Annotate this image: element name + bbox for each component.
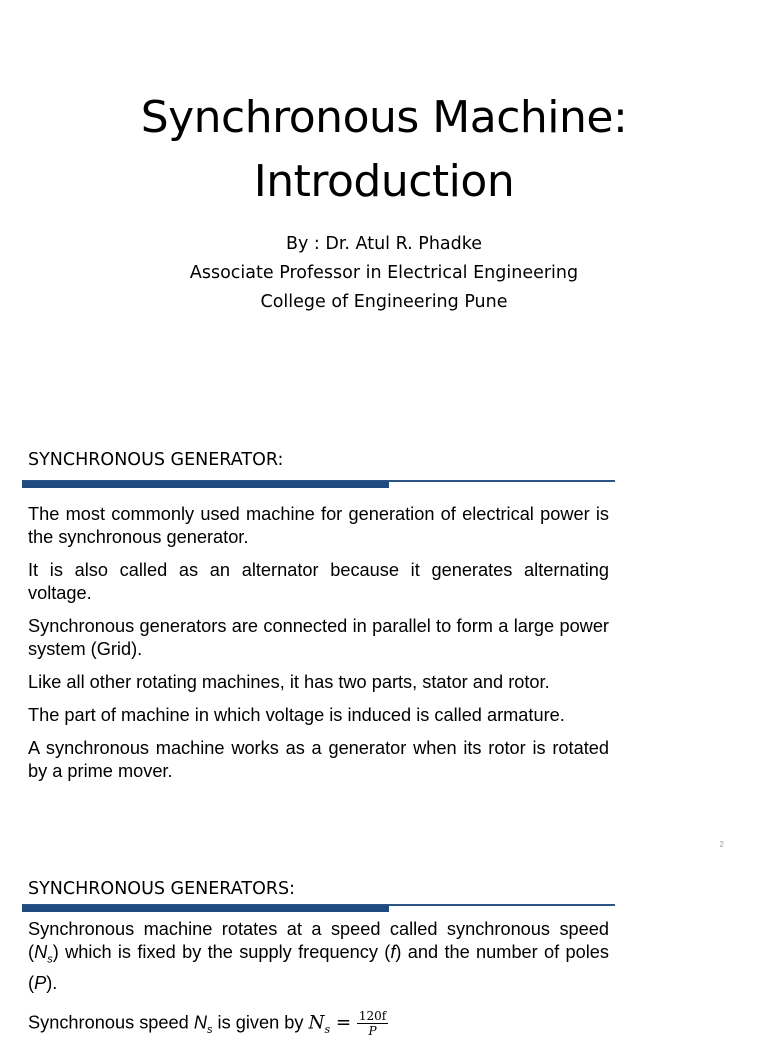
slide-3-body: [28, 918, 609, 1052]
author-name: By : Dr. Atul R. Phadke: [285, 234, 483, 254]
formula-denominator: P: [368, 1023, 377, 1038]
author-position: Associate Professor in Electrical Engineering: [189, 263, 579, 283]
slide-2-paragraph: Synchronous generators are connected in parallel to form a large power system (Grid).: [28, 616, 609, 659]
slide-2-body: [28, 503, 609, 793]
slide-2-divider-thick: [22, 481, 389, 488]
p-symbol: P: [34, 972, 47, 993]
slide-2-paragraph: Like all other rotating machines, it has two parts, stator and rotor.: [28, 672, 550, 692]
author-institution: College of Engineering Pune: [260, 292, 508, 312]
slide-2-paragraph: The part of machine in which voltage is induced is called armature.: [28, 705, 565, 725]
ns-subscript: s: [47, 953, 53, 966]
presentation-title: [0, 86, 768, 214]
slide-2-paragraph: A synchronous machine works as a generator when its rotor is rotated by a prime mover.: [28, 738, 609, 781]
formula-numerator: 120f: [358, 1008, 387, 1023]
slide-2-paragraph: The most commonly used machine for generation of electrical power is the synchronous generator.: [28, 504, 609, 547]
slide-2-heading: SYNCHRONOUS GENERATOR:: [28, 450, 284, 470]
f-symbol: f: [390, 942, 396, 962]
slide-3-heading: SYNCHRONOUS GENERATORS:: [28, 879, 296, 899]
slide-3-divider-thick: [22, 905, 389, 912]
speed-formula-fraction: [357, 1009, 388, 1038]
slide-2-paragraph: It is also called as an alternator because it generates alternating voltage.: [28, 560, 609, 603]
formula-lhs: N: [308, 1011, 325, 1033]
slide-3-paragraph-speed: Synchronous machine rotates at a speed called synchronous speed $(N_s)$ which is fixed by the supply frequency (f) and the number of poles (P).: [28, 919, 610, 993]
page-number: 2: [719, 840, 724, 849]
ns-symbol: N: [34, 942, 48, 962]
author-block: [0, 230, 768, 317]
slide-3-paragraph-formula: Synchronous speed $N_s$ is given by $N_s$ = $\frac{120f}{P}$: [28, 1008, 387, 1038]
title-line-1: Synchronous Machine:: [140, 92, 628, 143]
title-line-2: Introduction: [253, 156, 515, 207]
